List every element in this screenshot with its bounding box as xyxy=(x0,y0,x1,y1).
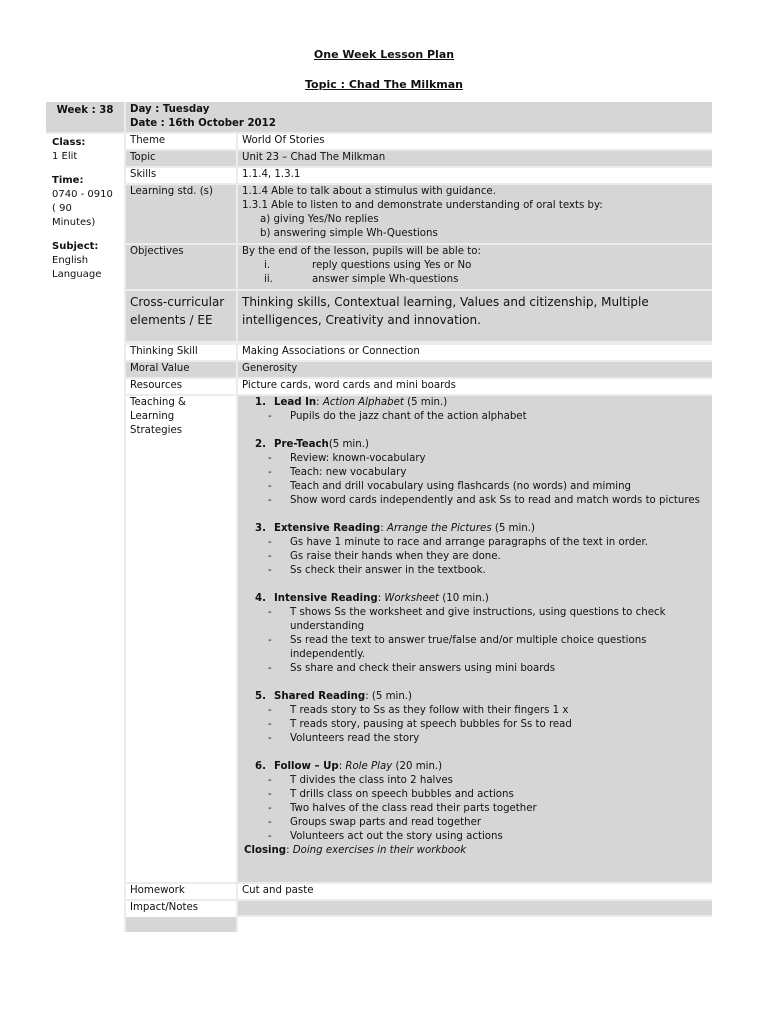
strategy-step: - T reads story, pausing at speech bubbles for Ss to read xyxy=(268,719,572,730)
learning-std-line: 1.1.4 Able to talk about a stimulus with guidance. xyxy=(242,186,496,197)
day-text: Day : Tuesday xyxy=(130,104,210,115)
learning-std-line: a) giving Yes/No replies xyxy=(260,214,379,225)
strategy-title: 3. Extensive Reading: Arrange the Pictures (5 min.) xyxy=(255,523,535,534)
strategy-step: - Teach: new vocabulary xyxy=(268,467,407,478)
strategy-step: - Gs raise their hands when they are done. xyxy=(268,551,501,562)
objectives-intro: By the end of the lesson, pupils will be able to: xyxy=(242,246,481,257)
theme-label: Theme xyxy=(126,134,236,149)
skills-label: Skills xyxy=(126,168,236,183)
strategy-title: 2. Pre-Teach(5 min.) xyxy=(255,439,369,450)
topic-value: Unit 23 – Chad The Milkman xyxy=(238,151,712,166)
strategy-title: 4. Intensive Reading: Worksheet (10 min.) xyxy=(255,593,489,604)
strategy-step: - T divides the class into 2 halves xyxy=(268,775,453,786)
impact-notes-value xyxy=(238,901,712,915)
homework-value: Cut and paste xyxy=(238,884,712,899)
moral-value-label: Moral Value xyxy=(126,362,236,377)
learning-std-value xyxy=(238,185,712,243)
class-info-column xyxy=(46,134,124,932)
time-label: Time: xyxy=(52,175,84,186)
thinking-skill-label: Thinking Skill xyxy=(126,345,236,360)
objective-item: ii. answer simple Wh-questions xyxy=(264,274,459,285)
objectives-value xyxy=(238,245,712,289)
strategy-step: - Volunteers act out the story using actions xyxy=(268,831,503,842)
objective-item: i. reply questions using Yes or No xyxy=(264,260,472,271)
subject-label: Subject: xyxy=(52,241,99,252)
cross-curricular-label: Cross-curricular elements / EE xyxy=(126,291,236,341)
teaching-strategies-value xyxy=(238,396,712,882)
teaching-strategies-label: Teaching & Learning Strategies xyxy=(126,396,236,882)
learning-std-line: b) answering simple Wh-Questions xyxy=(260,228,438,239)
impact-notes-label-fill xyxy=(126,917,236,932)
date-text: Date : 16th October 2012 xyxy=(130,118,276,129)
time-duration: ( 90 xyxy=(52,203,72,214)
strategy-step: - Ss share and check their answers using mini boards xyxy=(268,663,556,674)
class-value: 1 Elit xyxy=(52,151,78,162)
impact-notes-value-2 xyxy=(238,917,712,932)
strategy-step: - T reads story to Ss as they follow with their fingers 1 x xyxy=(268,705,569,716)
strategy-title: 5. Shared Reading: (5 min.) xyxy=(255,691,412,702)
cross-curricular-value: Thinking skills, Contextual learning, Values and citizenship, Multiple intelligences, Creativity and innovation. xyxy=(238,291,712,341)
learning-std-line: 1.3.1 Able to listen to and demonstrate understanding of oral texts by: xyxy=(242,200,603,211)
strategy-step: - Show word cards independently and ask Ss to read and match words to pictures xyxy=(268,495,700,506)
time-value: 0740 - 0910 xyxy=(52,189,113,200)
class-label: Class: xyxy=(52,137,86,148)
strategy-step: - Pupils do the jazz chant of the action alphabet xyxy=(268,411,527,422)
subject-value-2: Language xyxy=(52,269,102,280)
thinking-skill-value: Making Associations or Connection xyxy=(238,345,712,360)
impact-notes-label: Impact/Notes xyxy=(126,901,236,917)
skills-value: 1.1.4, 1.3.1 xyxy=(238,168,712,183)
moral-value-value: Generosity xyxy=(238,362,712,377)
strategy-step: - T drills class on speech bubbles and actions xyxy=(268,789,514,800)
strategy-title: 1. Lead In: Action Alphabet (5 min.) xyxy=(255,397,448,408)
subject-value: English xyxy=(52,255,89,266)
topic-label: Topic xyxy=(126,151,236,166)
strategy-step: - Ss read the text to answer true/false and/or multiple choice questions independently. xyxy=(268,635,647,660)
time-duration-unit: Minutes) xyxy=(52,217,96,228)
homework-label: Homework xyxy=(126,884,236,899)
closing-line: Closing: Doing exercises in their workbook xyxy=(244,845,467,856)
document-title: One Week Lesson Plan xyxy=(313,48,455,61)
objectives-label: Objectives xyxy=(126,245,236,289)
strategy-title: 6. Follow – Up: Role Play (20 min.) xyxy=(255,761,443,772)
strategy-step: - Review: known-vocabulary xyxy=(268,453,426,464)
resources-value: Picture cards, word cards and mini boards xyxy=(238,379,712,394)
day-date-cell xyxy=(126,102,712,132)
strategy-step: - Two halves of the class read their parts together xyxy=(268,803,537,814)
learning-std-label: Learning std. (s) xyxy=(126,185,236,243)
strategy-step: - Ss check their answer in the textbook. xyxy=(268,565,486,576)
week-cell: Week : 38 xyxy=(46,102,124,132)
strategy-step: - T shows Ss the worksheet and give instructions, using questions to check understanding xyxy=(268,607,666,632)
resources-label: Resources xyxy=(126,379,236,394)
strategy-step: - Volunteers read the story xyxy=(268,733,420,744)
lesson-plan-table xyxy=(46,102,712,932)
topic-heading: Topic : Chad The Milkman xyxy=(305,78,463,91)
strategy-step: - Teach and drill vocabulary using flashcards (no words) and miming xyxy=(268,481,631,492)
strategy-step: - Groups swap parts and read together xyxy=(268,817,482,828)
strategy-step: - Gs have 1 minute to race and arrange paragraphs of the text in order. xyxy=(268,537,648,548)
theme-value: World Of Stories xyxy=(238,134,712,149)
